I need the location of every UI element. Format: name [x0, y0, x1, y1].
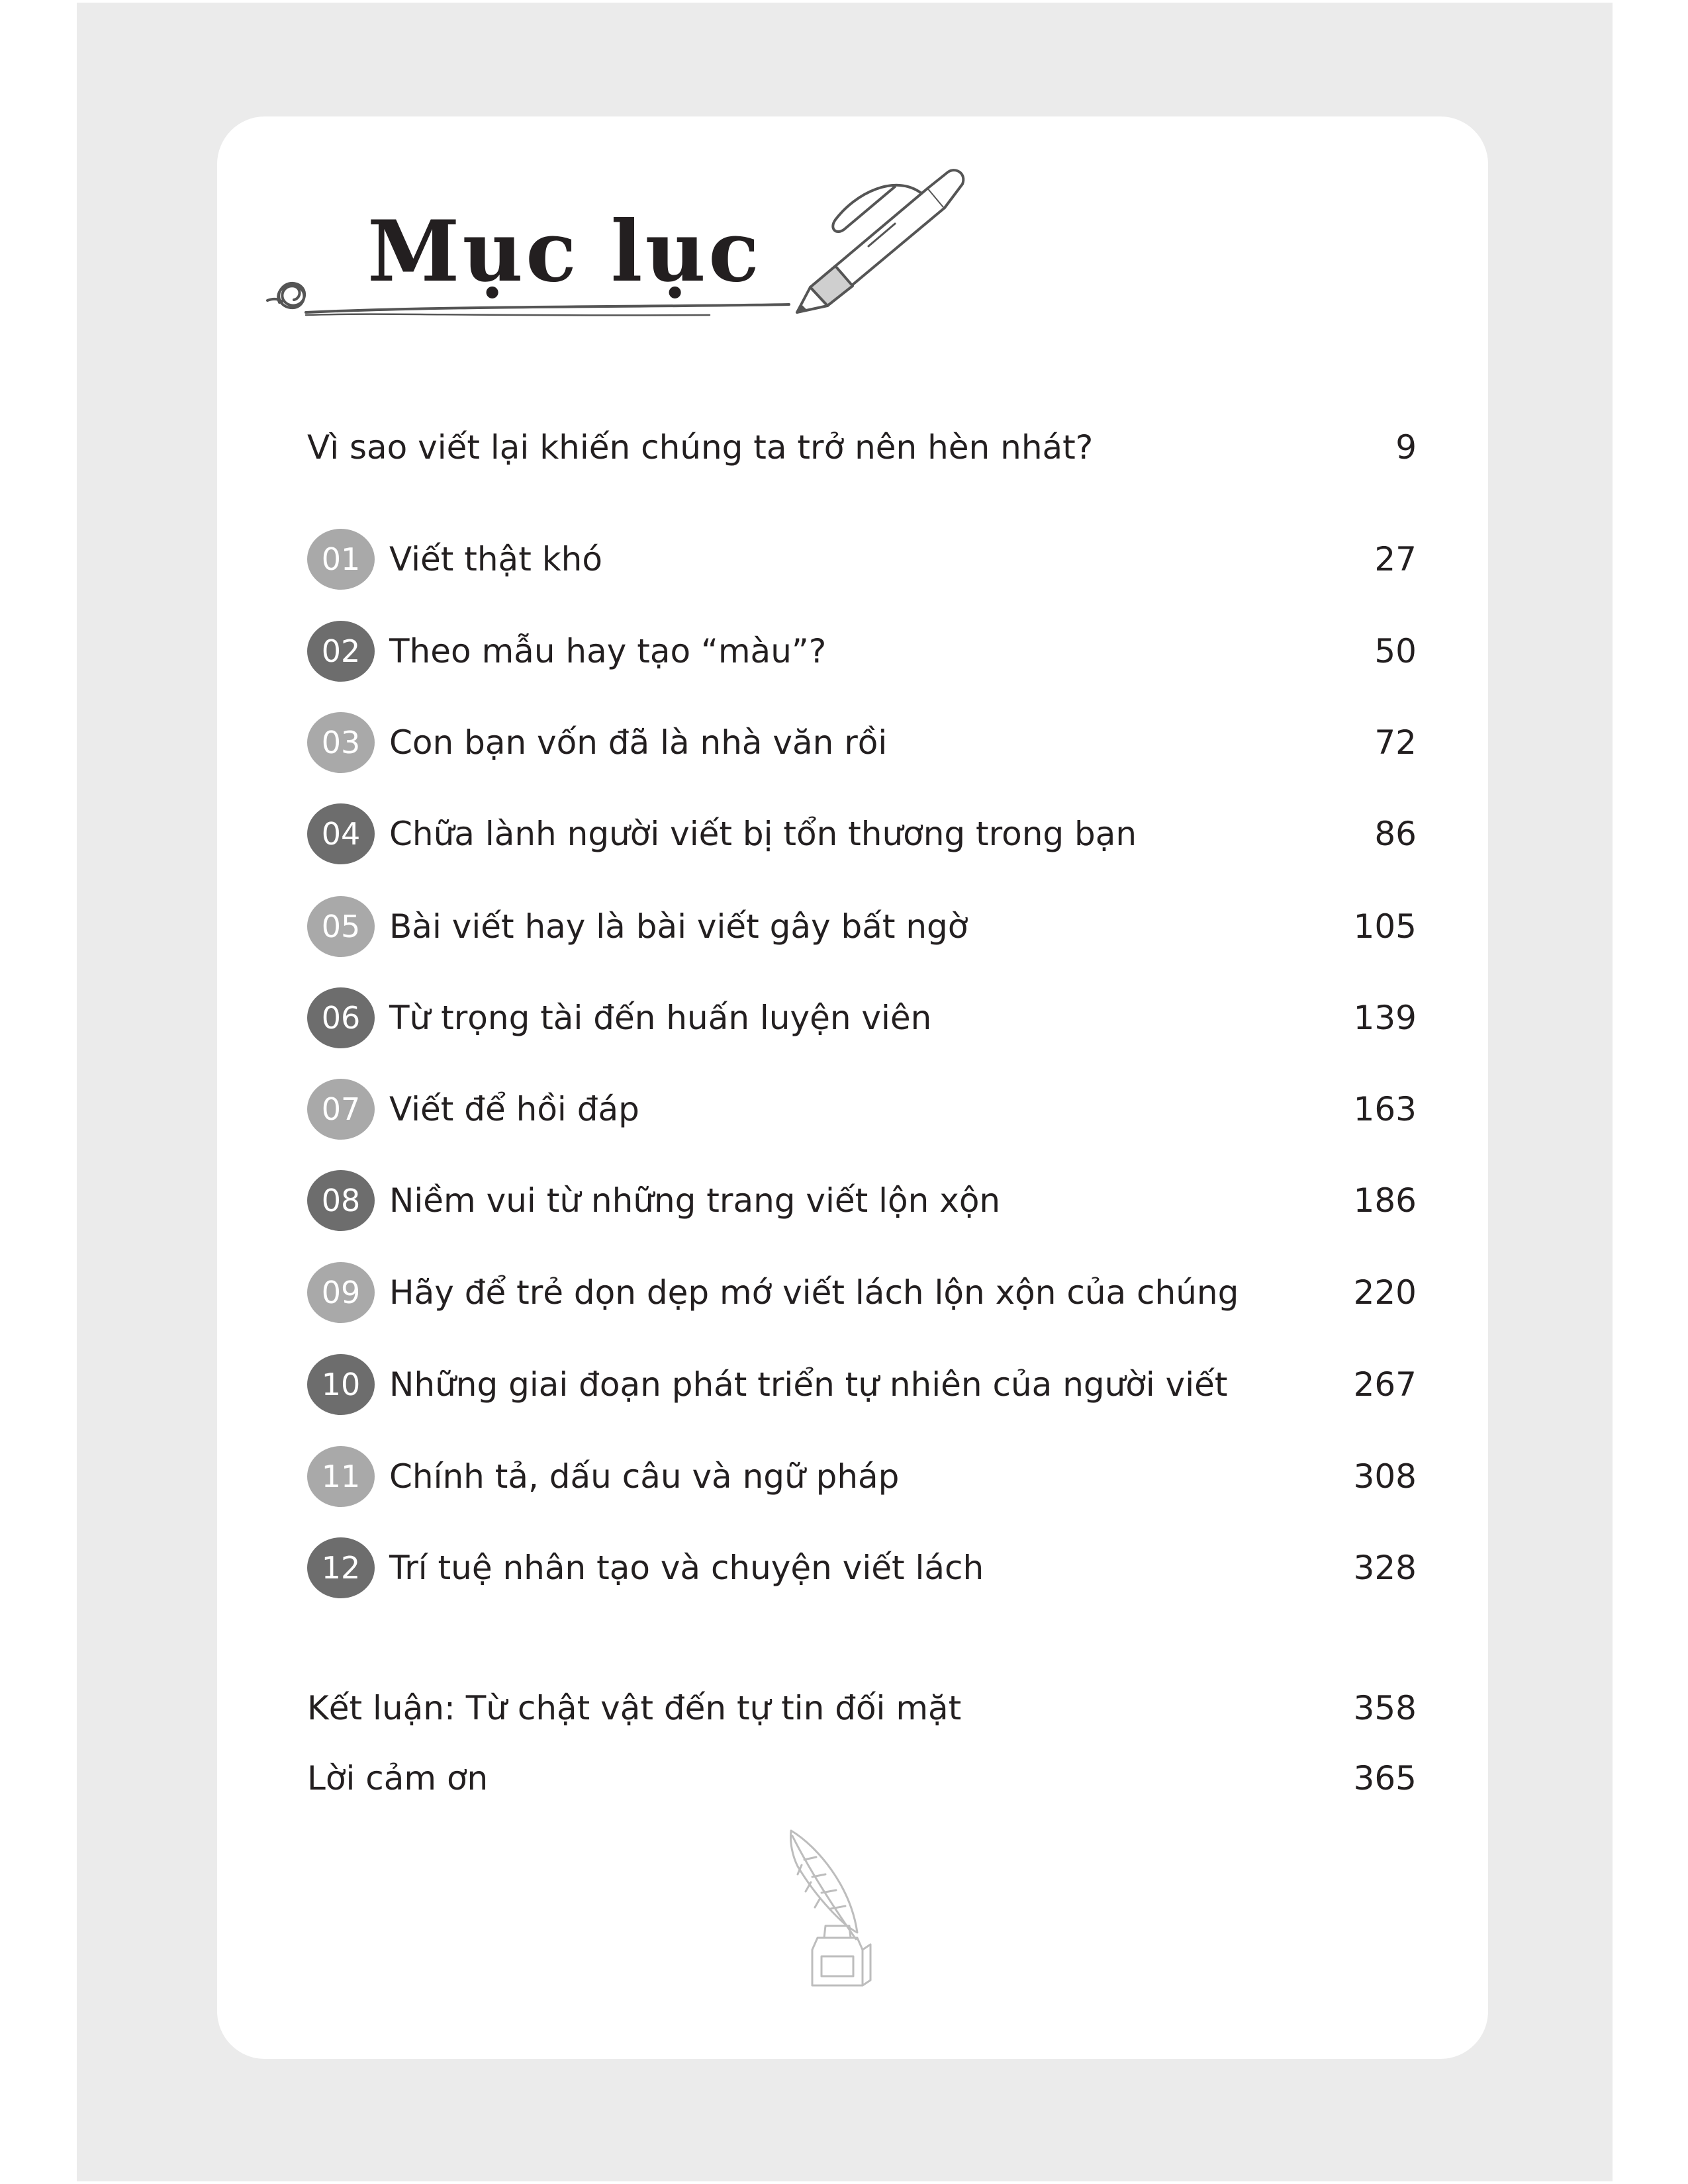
toc-chapter-12[interactable] — [307, 1535, 1417, 1601]
toc-chapter-11[interactable] — [307, 1443, 1417, 1510]
chapter-number-badge: 05 — [307, 896, 375, 957]
chapter-number-badge: 02 — [307, 621, 375, 682]
chapter-number-badge: 10 — [307, 1354, 375, 1415]
toc-entry-label: Trí tuệ nhân tạo và chuyện viết lách — [389, 1549, 984, 1587]
chapter-number-badge: 11 — [307, 1446, 375, 1507]
toc-entry-label: Lời cảm ơn — [307, 1759, 489, 1797]
toc-chapter-07[interactable] — [307, 1076, 1417, 1142]
toc-entry-page: 267 — [1353, 1365, 1417, 1404]
toc-chapter-03[interactable] — [307, 709, 1417, 776]
toc-entry-label: Con bạn vốn đã là nhà văn rồi — [389, 723, 888, 762]
toc-chapter-08[interactable] — [307, 1167, 1417, 1234]
toc-chapter-01[interactable] — [307, 526, 1417, 592]
toc-entry-page: 186 — [1353, 1181, 1417, 1220]
chapter-number-badge: 01 — [307, 529, 375, 590]
toc-entry-page: 9 — [1395, 428, 1417, 467]
chapter-number-badge: 06 — [307, 987, 375, 1048]
toc-entry-label: Viết thật khó — [389, 540, 602, 578]
toc-entry-page: 308 — [1353, 1457, 1417, 1496]
toc-entry-intro[interactable] — [307, 414, 1417, 480]
toc-entry-page: 163 — [1353, 1090, 1417, 1128]
chapter-number-badge: 07 — [307, 1079, 375, 1140]
toc-entry-label: Vì sao viết lại khiến chúng ta trở nên hèn nhát? — [307, 428, 1094, 467]
toc-chapter-09[interactable] — [307, 1259, 1417, 1326]
toc-entry-label: Bài viết hay là bài viết gây bất ngờ — [389, 907, 968, 946]
toc-entry-page: 105 — [1353, 907, 1417, 946]
page-title: Mục lục — [367, 203, 762, 300]
toc-entry-conclusion[interactable] — [307, 1675, 1417, 1741]
toc-entry-label: Hãy để trẻ dọn dẹp mớ viết lách lộn xộn của chúng — [389, 1273, 1239, 1312]
toc-entry-label: Kết luận: Từ chật vật đến tự tin đối mặt — [307, 1689, 962, 1727]
toc-entry-label: Những giai đoạn phát triển tự nhiên của người viết — [389, 1365, 1228, 1404]
toc-entry-label: Chữa lành người viết bị tổn thương trong bạn — [389, 815, 1137, 853]
toc-entry-page: 220 — [1353, 1273, 1417, 1312]
quill-and-inkwell-icon — [778, 1827, 897, 1999]
toc-entry-page: 72 — [1374, 723, 1417, 762]
toc-chapter-04[interactable] — [307, 801, 1417, 867]
toc-entry-acknowledgements[interactable] — [307, 1745, 1417, 1811]
toc-chapter-06[interactable] — [307, 985, 1417, 1051]
toc-entry-page: 86 — [1374, 815, 1417, 853]
toc-entry-label: Chính tả, dấu câu và ngữ pháp — [389, 1457, 900, 1496]
toc-entry-label: Theo mẫu hay tạo “màu”? — [389, 632, 827, 670]
chapter-number-badge: 09 — [307, 1262, 375, 1323]
toc-chapter-10[interactable] — [307, 1351, 1417, 1418]
chapter-number-badge: 03 — [307, 712, 375, 773]
toc-entry-page: 50 — [1374, 632, 1417, 670]
toc-entry-page: 27 — [1374, 540, 1417, 578]
toc-entry-page: 328 — [1353, 1549, 1417, 1587]
chapter-number-badge: 08 — [307, 1170, 375, 1231]
toc-entry-page: 365 — [1353, 1759, 1417, 1797]
toc-entry-page: 139 — [1353, 999, 1417, 1037]
toc-chapter-02[interactable] — [307, 618, 1417, 684]
toc-entry-page: 358 — [1353, 1689, 1417, 1727]
toc-entry-label: Niềm vui từ những trang viết lộn xộn — [389, 1181, 1001, 1220]
toc-chapter-05[interactable] — [307, 893, 1417, 960]
toc-entry-label: Từ trọng tài đến huấn luyện viên — [389, 999, 932, 1037]
toc-entry-label: Viết để hồi đáp — [389, 1090, 639, 1128]
chapter-number-badge: 12 — [307, 1537, 375, 1598]
chapter-number-badge: 04 — [307, 803, 375, 864]
